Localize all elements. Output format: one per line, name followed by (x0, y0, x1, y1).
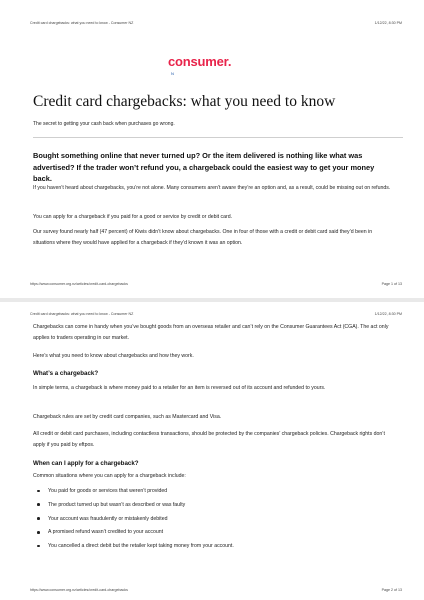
paragraph-4: Chargebacks can come in handy when you’ve bought goods from an overseas retailer and can’t rely on the Consumer Guarantees Act (CGA). The act only applies to traders operating in our market. (33, 324, 389, 341)
print-footer (30, 282, 402, 286)
paragraph-2: You can apply for a chargeback if you paid for a good or service by credit or debit card. (33, 214, 233, 220)
heading-when-can-i-apply: When can I apply for a chargeback? (33, 460, 139, 467)
article-subtitle: The secret to getting your cash back when purchases go wrong. (33, 121, 175, 127)
list-item: You paid for goods or services that weren’t provided (33, 486, 395, 500)
bullet-icon (37, 545, 40, 548)
print-footer-url[interactable]: https://www.consumer.org.nz/articles/credit-card-chargebacks (30, 282, 128, 286)
divider (33, 137, 403, 138)
paragraph-3: Our survey found nearly half (47 percent) of Kiwis didn’t know about chargebacks. One in four of those with a credit or debit card said they’d been in situations where they would have applied for a chargeback if they’d known it was an option. (33, 229, 373, 246)
page-title: Credit card chargebacks: what you need to know (33, 93, 336, 110)
print-footer-url[interactable]: https://www.consumer.org.nz/articles/credit-card-chargebacks (30, 588, 128, 592)
bullet-icon (37, 517, 40, 520)
paragraph-1: If you haven’t heard about chargebacks, you’re not alone. Many consumers aren’t aware they’re an option and, as a result, could be missing out on refunds. (33, 185, 391, 191)
bullet-icon (37, 490, 40, 493)
paragraph-6: In simple terms, a chargeback is where money paid to a retailer for an item is reversed out of its account and refunded to yours. (33, 385, 326, 391)
document-page-2 (0, 302, 424, 600)
print-header-timestamp: 1/12/22, 8:30 PM (374, 312, 402, 316)
article-lead: Bought something online that never turned up? Or the item delivered is nothing like what was advertised? If the trader won’t refund you, a chargeback could the easiest way to get your money back. (33, 151, 375, 183)
print-header-timestamp: 1/12/22, 8:30 PM (374, 21, 402, 25)
heading-whats-a-chargeback: What’s a chargeback? (33, 370, 99, 377)
paragraph-5: Here’s what you need to know about chargebacks and how they work. (33, 353, 194, 359)
list-item: You cancelled a direct debit but the retailer kept taking money from your account. (33, 541, 395, 555)
print-header (30, 312, 402, 316)
paragraph-7: Chargeback rules are set by credit card companies, such as Mastercard and Visa. (33, 414, 222, 420)
consumer-logo[interactable]: consumer. (168, 54, 232, 69)
list-item: A promised refund wasn’t credited to your account (33, 527, 395, 541)
logo-mark-icon: N (171, 71, 174, 76)
print-header-title: Credit card chargebacks: what you need to know - Consumer NZ (30, 21, 134, 25)
print-header (30, 21, 402, 25)
print-footer (30, 588, 402, 592)
page-number: Page 1 of 13 (381, 282, 402, 286)
chargeback-situations-list (33, 486, 395, 555)
paragraph-9: Common situations where you can apply for a chargeback include: (33, 473, 186, 479)
document-page-1 (0, 0, 424, 298)
list-item: Your account was fraudulently or mistakenly debited (33, 514, 395, 528)
bullet-icon (37, 531, 40, 534)
paragraph-8: All credit or debit card purchases, including contactless transactions, should be protected by the companies’ chargeback policies. Chargeback rights don’t apply if you paid by eftpos. (33, 431, 385, 448)
list-item: The product turned up but wasn’t as described or was faulty (33, 500, 395, 514)
page-number: Page 2 of 13 (381, 588, 402, 592)
print-header-title: Credit card chargebacks: what you need to know - Consumer NZ (30, 312, 134, 316)
bullet-icon (37, 503, 40, 506)
